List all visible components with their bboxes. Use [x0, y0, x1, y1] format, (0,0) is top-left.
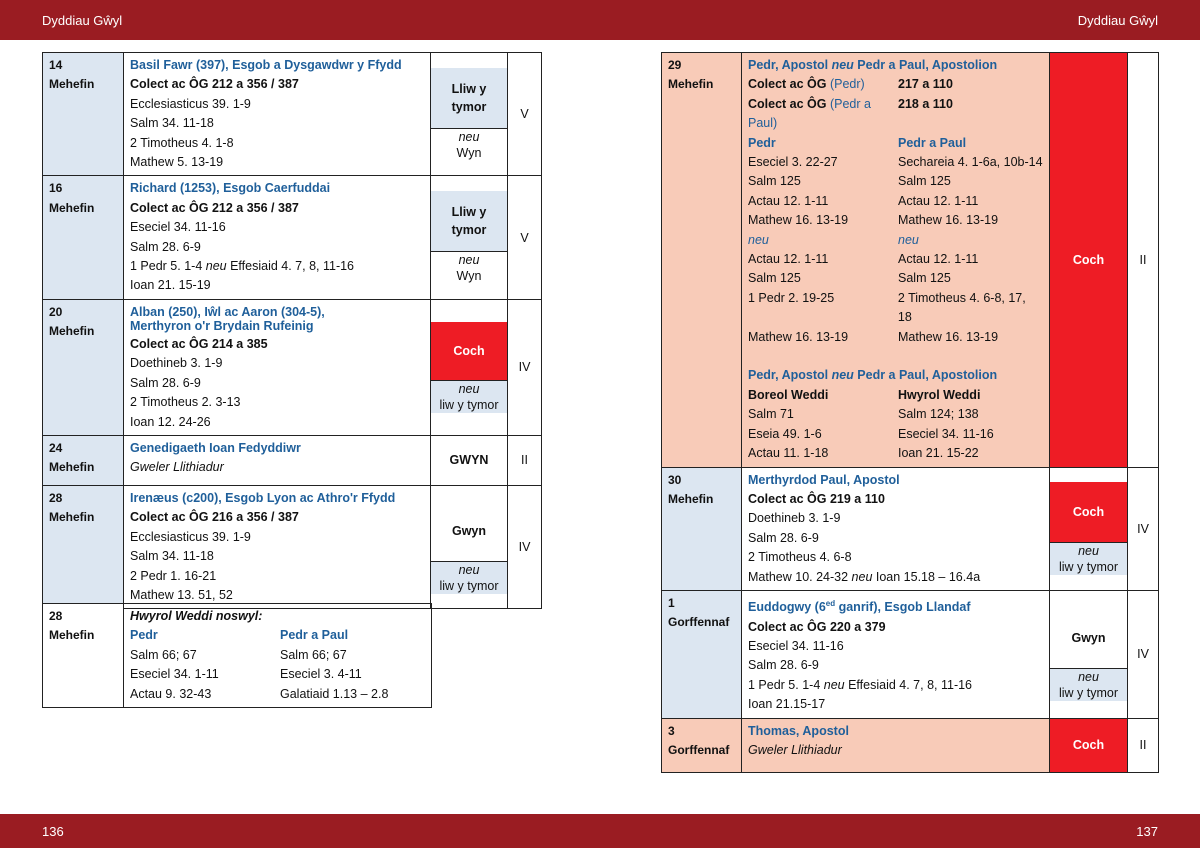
collect-line: Colect ac ÔG 212 a 356 / 387: [130, 200, 299, 215]
table-row: [43, 485, 542, 608]
date-cell: [662, 53, 742, 468]
lectionary-note: Gweler Llithiadur: [130, 460, 224, 475]
liturgical-colour-cell: [431, 176, 508, 299]
reading: Galatiaid 1.13 – 2.8: [280, 686, 389, 701]
entry-cell: [742, 467, 1050, 590]
feast-title: Thomas, Apostol: [748, 723, 849, 738]
column-heading: Boreol Weddi: [748, 387, 829, 402]
reading: 2 Timotheus 4. 6-8: [748, 550, 852, 565]
month-name: Mehefin: [49, 510, 95, 525]
entry-cell: [124, 53, 431, 176]
page-header: [0, 0, 1200, 40]
lectionary-note: Gweler Llithiadur: [748, 742, 842, 757]
celebration-rank: II: [1128, 53, 1159, 468]
day-number: 28: [49, 490, 63, 505]
month-name: Gorffennaf: [668, 742, 730, 757]
reading: Actau 12. 1-11: [748, 252, 829, 267]
entry-cell: [124, 299, 431, 435]
feast-title: Genedigaeth Ioan Fedyddiwr: [130, 440, 301, 455]
liturgical-colour-cell: [431, 53, 508, 176]
table-row: [43, 299, 542, 435]
page-footer: [0, 814, 1200, 848]
column-heading: Pedr: [748, 135, 776, 150]
reading: Salm 28. 6-9: [130, 239, 201, 254]
page-number-right: 137: [1136, 824, 1158, 839]
reading: Mathew 16. 13-19: [898, 213, 999, 228]
table-row: [662, 718, 1159, 772]
collect-line: Colect ac ÔG 220 a 379: [748, 619, 886, 634]
header-right-title: Dyddiau Gŵyl: [1077, 13, 1158, 28]
reading: Salm 71: [748, 407, 794, 422]
feast-title: Irenæus (c200), Esgob Lyon ac Athro'r Ffydd: [130, 490, 396, 505]
liturgical-colour-cell: GWYN: [431, 435, 508, 485]
reading: Actau 11. 1-18: [748, 446, 829, 461]
reading: Eseciel 34. 11-16: [898, 426, 994, 441]
reading: Salm 124; 138: [898, 407, 979, 422]
month-name: Mehefin: [668, 77, 714, 92]
liturgical-colour-cell: [1050, 467, 1128, 590]
day-number: 1: [668, 595, 675, 610]
date-cell: [662, 718, 742, 772]
reading: Salm 28. 6-9: [748, 658, 819, 673]
table-row: [662, 53, 1159, 468]
reading: 1 Pedr 5. 1-4 neu Effesiaid 4. 7, 8, 11-16: [130, 259, 355, 274]
table-row: [43, 176, 542, 299]
right-calendar-table: [661, 52, 1159, 773]
alternative-colour-box: neu Wyn: [431, 251, 507, 284]
reading: 2 Timotheus 4. 6-8, 17, 18: [897, 290, 1026, 325]
reading: Ecclesiasticus 39. 1-9: [130, 96, 251, 111]
reading: Ioan 21. 15-22: [898, 446, 979, 461]
celebration-rank: IV: [508, 485, 542, 608]
celebration-rank: II: [508, 435, 542, 485]
date-cell: [43, 299, 124, 435]
reading: Mathew 5. 13-19: [130, 155, 224, 170]
liturgical-colour-cell: Coch: [1050, 718, 1128, 772]
left-calendar-table: [42, 52, 542, 609]
liturgical-colour-cell: Coch: [1050, 53, 1128, 468]
table-row: [662, 467, 1159, 590]
reading: 1 Pedr 2. 19-25: [748, 290, 835, 305]
reading: Actau 12. 1-11: [898, 252, 979, 267]
reading: Mathew 16. 13-19: [748, 213, 849, 228]
reading: Eseciel 3. 22-27: [748, 155, 838, 170]
day-number: 30: [668, 472, 682, 487]
evening-prayer-heading: Hwyrol Weddi noswyl:: [130, 609, 263, 623]
column-heading: Pedr a Paul: [898, 135, 967, 150]
celebration-rank: IV: [508, 299, 542, 435]
feast-title: Merthyron o'r Brydain Rufeinig: [130, 318, 314, 333]
left-eve-table: [42, 603, 432, 708]
feast-title: Pedr, Apostol neu Pedr a Paul, Apostolion: [748, 58, 998, 72]
reading: Salm 34. 11-18: [130, 549, 214, 564]
reading: Doethineb 3. 1-9: [748, 511, 841, 526]
reading: Actau 9. 32-43: [130, 686, 212, 701]
reading: Eseciel 34. 11-16: [130, 220, 226, 235]
alternative-colour-box: neu liw y tymor: [431, 561, 507, 594]
reading: Mathew 13. 51, 52: [130, 587, 233, 602]
reading: Mathew 10. 24-32 neu Ioan 15.18 – 16.4a: [748, 569, 981, 584]
or-separator: neu: [748, 232, 769, 247]
reading: Eseciel 34. 1-11: [130, 667, 219, 682]
season-colour-box: Coch: [1050, 482, 1127, 542]
reading: 1 Pedr 5. 1-4 neu Effesiaid 4. 7, 8, 11-16: [748, 677, 973, 692]
liturgical-colour-cell: [431, 299, 508, 435]
celebration-rank: IV: [1128, 590, 1159, 718]
reading: Salm 125: [748, 271, 801, 286]
season-colour-box: Lliw y tymor: [431, 191, 507, 251]
reading: Salm 34. 11-18: [130, 116, 214, 131]
month-name: Mehefin: [49, 77, 95, 92]
liturgical-colour-cell: [1050, 590, 1128, 718]
reading: Actau 12. 1-11: [748, 193, 829, 208]
celebration-rank: V: [508, 176, 542, 299]
date-cell: [662, 590, 742, 718]
feast-title: Merthyrdod Paul, Apostol: [748, 472, 900, 487]
collect-line: Colect ac ÔG 212 a 356 / 387: [130, 77, 299, 92]
alternative-colour-box: neu liw y tymor: [431, 380, 507, 413]
day-number: 20: [49, 304, 63, 319]
liturgical-colour-cell: [431, 485, 508, 608]
collect-line: Colect ac ÔG 216 a 356 / 387: [130, 510, 299, 525]
column-heading: Pedr: [130, 628, 158, 643]
reading: Ioan 12. 24-26: [130, 414, 211, 429]
month-name: Mehefin: [49, 324, 95, 339]
reading: Salm 125: [898, 174, 951, 189]
reading: Ioan 21.15-17: [748, 697, 826, 712]
reading: Salm 125: [898, 271, 951, 286]
column-heading: Pedr a Paul: [280, 628, 349, 643]
day-number: 24: [49, 440, 63, 455]
header-left-title: Dyddiau Gŵyl: [42, 13, 123, 28]
collect-line: Colect ac ÔG 214 a 385: [130, 336, 268, 351]
reading: Ioan 21. 15-19: [130, 278, 211, 293]
reading: Salm 28. 6-9: [130, 375, 201, 390]
celebration-rank: V: [508, 53, 542, 176]
reading: Salm 66; 67: [130, 647, 197, 662]
date-cell: [43, 53, 124, 176]
month-name: Mehefin: [668, 491, 714, 506]
entry-cell: [124, 604, 432, 708]
collect-line: Colect ac ÔG (Pedr) 217 a 110: [748, 77, 953, 92]
feast-title: Alban (250), Iŵl ac Aaron (304-5),: [130, 304, 325, 319]
reading: 2 Pedr 1. 16-21: [130, 568, 217, 583]
reading: Sechareia 4. 1-6a, 10b-14: [898, 155, 1043, 170]
column-heading: Hwyrol Weddi: [898, 387, 981, 402]
reading: Ecclesiasticus 39. 1-9: [130, 529, 251, 544]
or-separator: neu: [898, 232, 919, 247]
reading: Eseciel 3. 4-11: [280, 667, 362, 682]
month-name: Mehefin: [49, 628, 95, 643]
alternative-colour-box: neu liw y tymor: [1050, 542, 1127, 575]
alternative-colour-box: neu Wyn: [431, 128, 507, 161]
feast-title: Richard (1253), Esgob Caerfuddai: [130, 181, 331, 196]
reading: Salm 125: [748, 174, 801, 189]
reading: 2 Timotheus 2. 3-13: [130, 395, 241, 410]
feast-title: Basil Fawr (397), Esgob a Dysgawdwr y Ffydd: [130, 58, 402, 72]
reading: Salm 66; 67: [280, 647, 347, 662]
season-colour-box: Gwyn: [451, 523, 487, 538]
day-number: 29: [668, 58, 682, 72]
reading: 2 Timotheus 4. 1-8: [130, 135, 234, 150]
season-colour-box: Gwyn: [1071, 630, 1106, 645]
reading: Eseciel 34. 11-16: [748, 638, 844, 653]
date-cell: [43, 176, 124, 299]
day-number: 3: [668, 723, 675, 738]
entry-cell: [742, 590, 1050, 718]
feast-title: Euddogwy ($6^{ed}$ ganrif), Esgob Llandaf: [748, 598, 971, 615]
celebration-rank: IV: [1128, 467, 1159, 590]
alternative-colour-box: neu liw y tymor: [1050, 668, 1127, 701]
office-heading: Pedr, Apostol neu Pedr a Paul, Apostolion: [748, 368, 998, 383]
entry-cell: [742, 718, 1050, 772]
entry-cell: [124, 435, 431, 485]
reading: Mathew 16. 13-19: [748, 329, 849, 344]
reading: Mathew 16. 13-19: [898, 329, 999, 344]
month-name: Mehefin: [49, 200, 95, 215]
date-cell: [43, 435, 124, 485]
reading: Actau 12. 1-11: [898, 193, 979, 208]
entry-cell: [742, 53, 1050, 468]
month-name: Gorffennaf: [668, 615, 730, 630]
month-name: Mehefin: [49, 460, 95, 475]
table-row: [662, 590, 1159, 718]
table-row: [43, 604, 432, 708]
table-row: [43, 53, 542, 176]
date-cell: [43, 604, 124, 708]
season-colour-box: Coch: [431, 322, 507, 380]
page-number-left: 136: [42, 824, 64, 839]
table-row: [43, 435, 542, 485]
day-number: 14: [49, 58, 63, 72]
entry-cell: [124, 485, 431, 608]
reading: Salm 28. 6-9: [748, 530, 819, 545]
date-cell: [43, 485, 124, 608]
celebration-rank: II: [1128, 718, 1159, 772]
reading: Eseia 49. 1-6: [748, 426, 822, 441]
collect-line: Colect ac ÔG 219 a 110: [748, 491, 885, 506]
reading: Doethineb 3. 1-9: [130, 356, 223, 371]
season-colour-box: Lliw y tymor: [431, 68, 507, 128]
collect-line: Colect ac ÔG (Pedr a Paul) 218 a 110: [748, 96, 953, 131]
day-number: 28: [49, 609, 63, 623]
day-number: 16: [49, 181, 63, 196]
entry-cell: [124, 176, 431, 299]
date-cell: [662, 467, 742, 590]
